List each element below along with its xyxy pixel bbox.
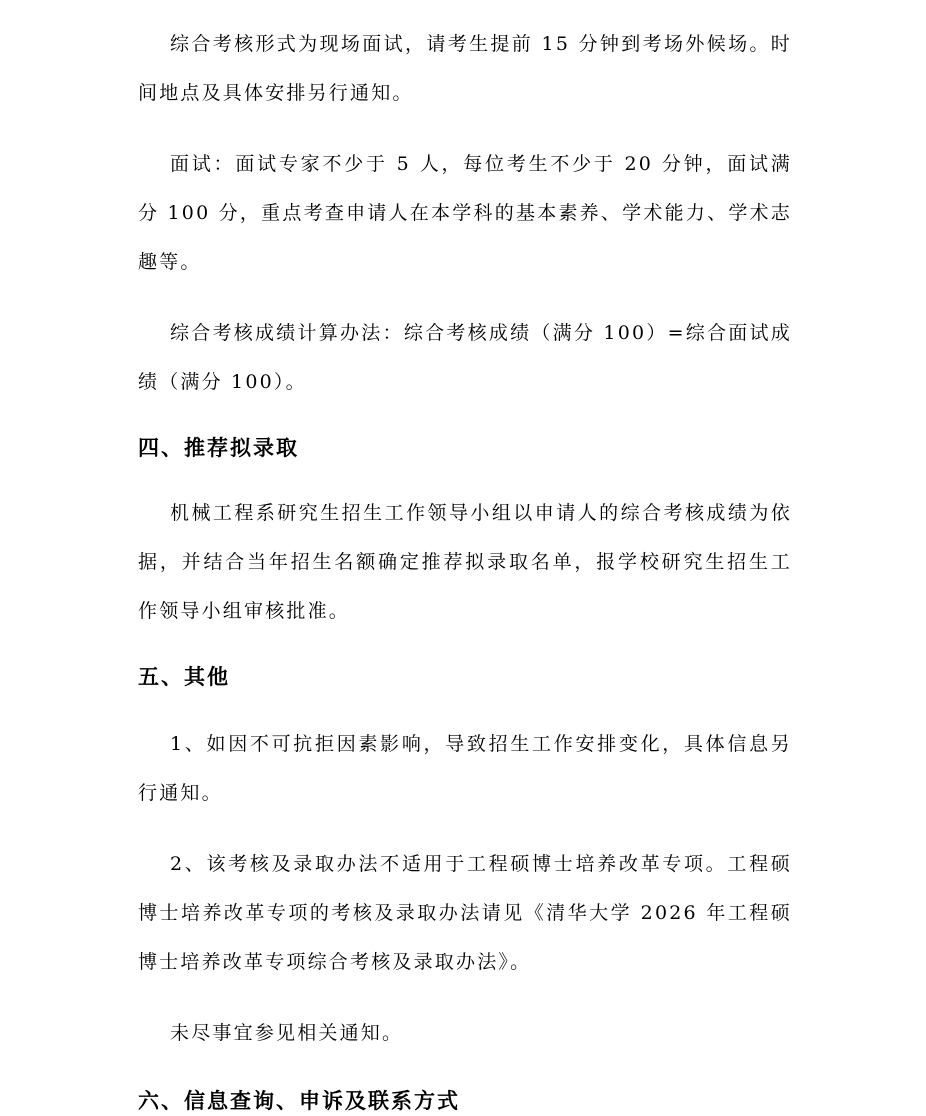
paragraph-recommendation: 机械工程系研究生招生工作领导小组以申请人的综合考核成绩为依据，并结合当年招生名额确定推荐拟录取名单，报学校研究生招生工作领导小组审核批准。	[138, 502, 792, 622]
section-heading-contact: 六、信息查询、申诉及联系方式	[138, 1089, 460, 1113]
document-page	[138, 20, 792, 1116]
section-heading-other: 五、其他	[138, 665, 230, 689]
section-heading-recommendation: 四、推荐拟录取	[138, 436, 299, 460]
paragraph-other-item-2: 2、该考核及录取办法不适用于工程硕博士培养改革专项。工程硕博士培养改革专项的考核及录取办法请见《清华大学 2026 年工程硕博士培养改革专项综合考核及录取办法》。	[138, 853, 792, 973]
paragraph-interview-format: 综合考核形式为现场面试，请考生提前 15 分钟到考场外候场。时间地点及具体安排另行通知。	[138, 33, 792, 104]
paragraph-other-note: 未尽事宜参见相关通知。	[170, 1022, 404, 1044]
paragraph-interview-details: 面试：面试专家不少于 5 人，每位考生不少于 20 分钟，面试满分 100 分，重点考查申请人在本学科的基本素养、学术能力、学术志趣等。	[138, 153, 792, 273]
paragraph-other-item-1: 1、如因不可抗拒因素影响，导致招生工作安排变化，具体信息另行通知。	[138, 733, 792, 804]
paragraph-score-calculation: 综合考核成绩计算办法：综合考核成绩（满分 100）=综合面试成绩（满分 100）。	[138, 322, 792, 393]
